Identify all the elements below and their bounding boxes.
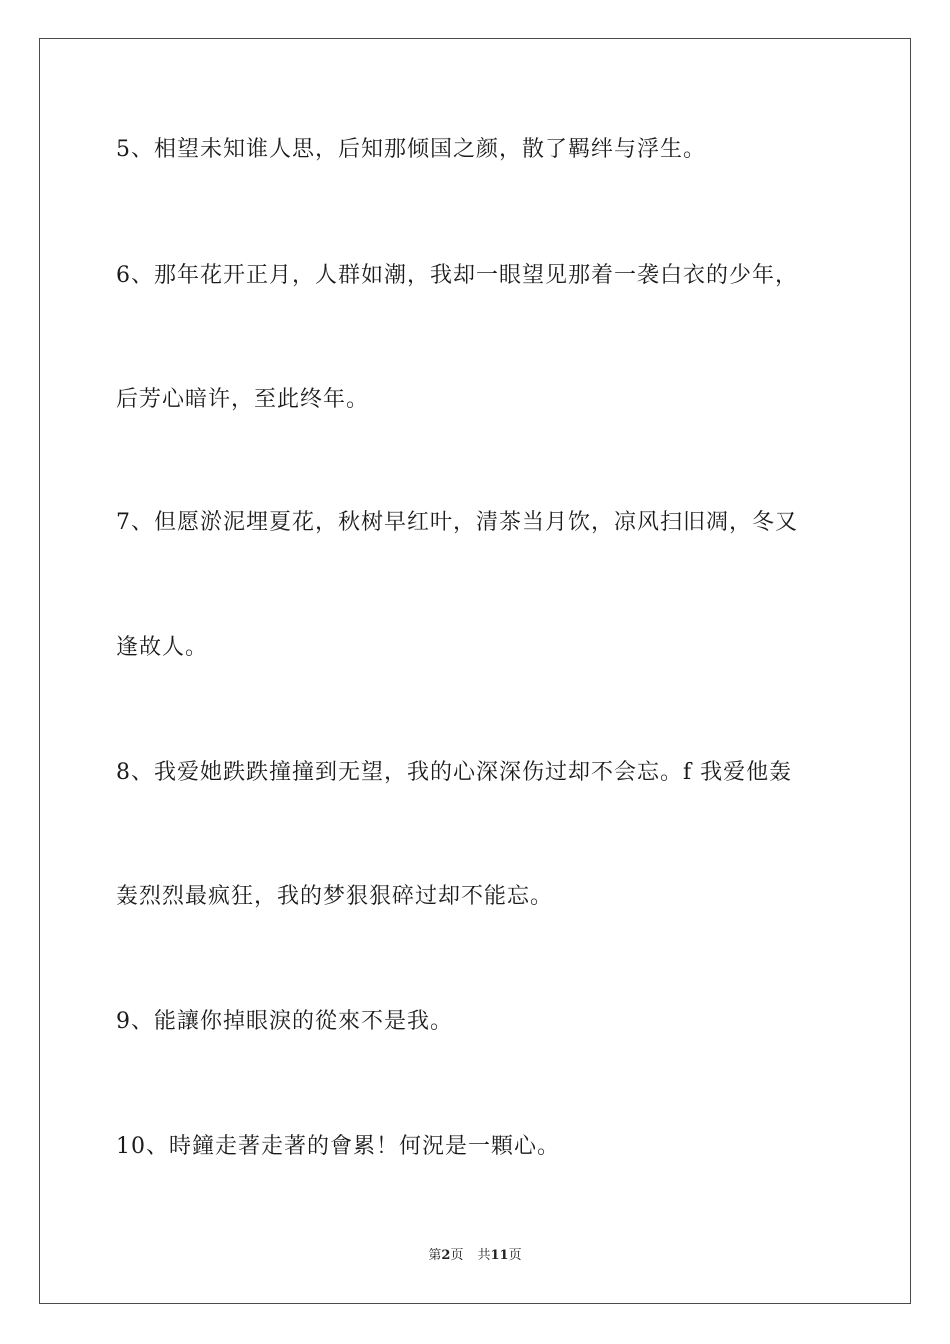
text-line-item-8-continued: 轰烈烈最疯狂，我的梦狠狠碎过却不能忘。	[116, 884, 554, 909]
page-suffix: 页	[450, 1248, 464, 1263]
total-prefix: 共	[477, 1248, 491, 1263]
text-line-item-10: 10、時鐘走著走著的會累！何況是一顆心。	[116, 1134, 560, 1159]
page-footer	[0, 1247, 950, 1265]
text-line-item-7: 7、但愿淤泥埋夏花，秋树早红叶，清茶当月饮，凉风扫旧凋，冬又	[116, 510, 798, 535]
total-suffix: 页	[508, 1248, 522, 1263]
page-border	[39, 38, 911, 1304]
page-prefix: 第	[428, 1248, 442, 1263]
text-line-item-5: 5、相望未知谁人思，后知那倾国之颜，散了羁绊与浮生。	[116, 137, 706, 162]
total-pages: 11	[490, 1248, 509, 1263]
text-line-item-8: 8、我爱她跌跌撞撞到无望，我的心深深伤过却不会忘。f 我爱他轰	[116, 760, 793, 785]
text-line-item-6-continued: 后芳心暗许，至此终年。	[116, 387, 370, 412]
page-number: 2	[441, 1248, 451, 1263]
text-line-item-7-continued: 逢故人。	[116, 635, 209, 660]
text-line-item-9: 9、能讓你掉眼淚的從來不是我。	[116, 1009, 453, 1034]
text-line-item-6: 6、那年花开正月，人群如潮，我却一眼望见那着一袭白衣的少年，	[116, 263, 798, 288]
